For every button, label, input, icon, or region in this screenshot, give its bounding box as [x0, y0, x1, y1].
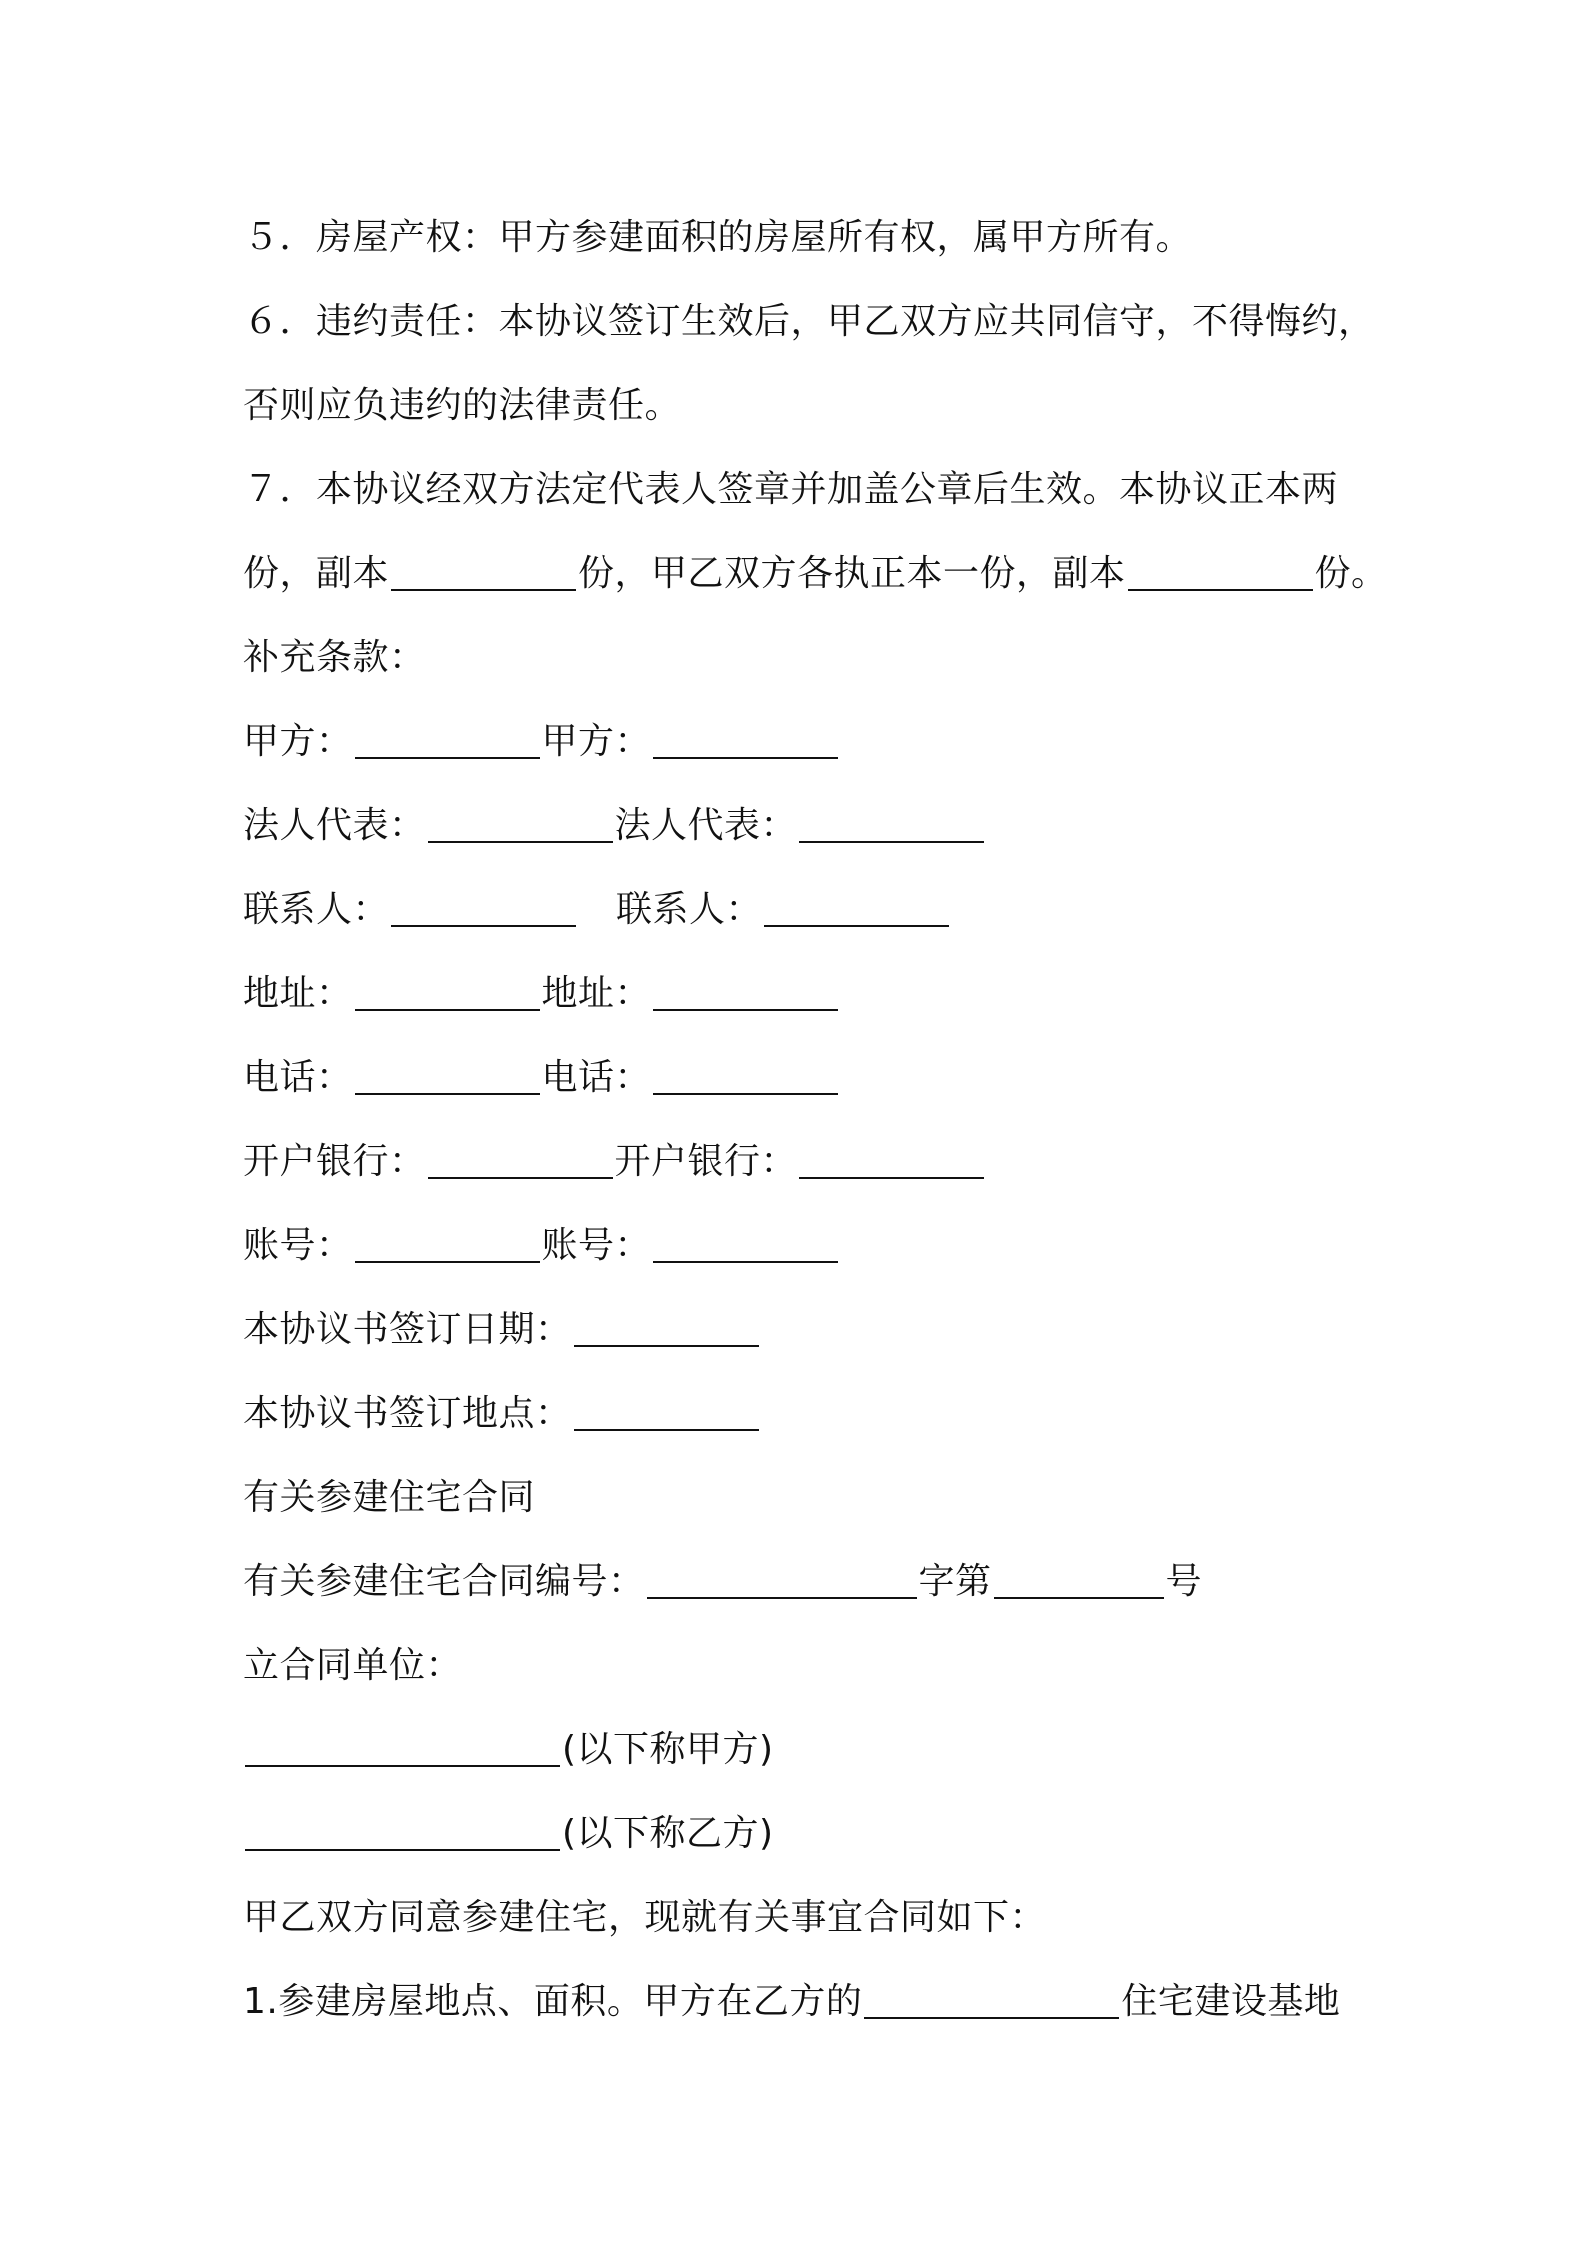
bank-label-2: 开户银行： [614, 1141, 798, 1182]
address-blank-1 [355, 973, 540, 1011]
sign-place-blank [574, 1393, 759, 1431]
copies-blank-2 [1128, 553, 1313, 591]
phone-blank-2 [653, 1057, 838, 1095]
phone-label: 电话： [243, 1057, 353, 1098]
party-b-suffix: (以下称乙方) [562, 1813, 774, 1854]
contract2-item-1 [243, 1960, 1373, 2044]
phone-row [243, 1036, 1373, 1120]
sign-date-row [243, 1288, 1373, 1372]
clause-6-line-2 [243, 364, 1373, 448]
clause-7-text-1: ７．本协议经双方法定代表人签章并加盖公章后生效。本协议正本两 [243, 469, 1339, 510]
contract2-number-label: 有关参建住宅合同编号： [243, 1561, 645, 1602]
contract-number-blank-2 [994, 1561, 1164, 1599]
account-blank-2 [653, 1225, 838, 1263]
phone-label-2: 电话： [541, 1057, 652, 1098]
clause-6-line-1 [243, 280, 1373, 364]
address-label: 地址： [243, 973, 353, 1014]
contract2-title-text: 有关参建住宅合同 [243, 1477, 536, 1518]
contract2-intro-text: 甲乙双方同意参建住宅，现就有关事宜合同如下： [243, 1897, 1047, 1938]
party-b-name-blank [245, 1813, 560, 1851]
account-label: 账号： [243, 1225, 353, 1266]
legal-rep-label: 法人代表： [243, 805, 426, 846]
account-row [243, 1204, 1373, 1288]
clause-7-line-1 [243, 448, 1373, 532]
sign-place-row [243, 1372, 1373, 1456]
clause-5 [243, 196, 1373, 280]
address-blank-2 [653, 973, 838, 1011]
contract2-parties-label [243, 1624, 1373, 1708]
contract2-intro [243, 1876, 1373, 1960]
clause-7-text-2c: 份。 [1314, 553, 1388, 594]
clause-7-text-2a: 份，副本 [243, 553, 390, 594]
party-a-name-blank [245, 1729, 560, 1767]
clause-7-line-2 [243, 532, 1388, 616]
document-body [243, 196, 1388, 2044]
legal-rep-blank-2 [799, 805, 984, 843]
supplement-label [243, 616, 1373, 700]
contract2-party-b-row [243, 1792, 1373, 1876]
contract2-number-end: 号 [1165, 1561, 1203, 1602]
party-a-label-2: 甲方： [541, 721, 652, 762]
legal-rep-row [243, 784, 1373, 868]
contract2-item-1a: 1.参建房屋地点、面积。甲方在乙方的 [243, 1981, 863, 2022]
copies-blank-1 [391, 553, 576, 591]
party-a-suffix: (以下称甲方) [562, 1729, 774, 1770]
contract2-number-row [243, 1540, 1373, 1624]
account-label-2: 账号： [541, 1225, 652, 1266]
contact-label: 联系人： [243, 889, 390, 930]
party-a-label: 甲方： [243, 721, 353, 762]
legal-rep-blank-1 [428, 805, 613, 843]
contract2-number-mid: 字第 [918, 1561, 992, 1602]
bank-row [243, 1120, 1373, 1204]
bank-blank-1 [428, 1141, 613, 1179]
bank-label: 开户银行： [243, 1141, 426, 1182]
clause-7-text-2b: 份，甲乙双方各执正本一份，副本 [578, 553, 1126, 594]
contact-blank-1 [391, 889, 576, 927]
contact-row [243, 868, 1373, 952]
bank-blank-2 [799, 1141, 984, 1179]
phone-blank-1 [355, 1057, 540, 1095]
clause-6-text-2: 否则应负违约的法律责任。 [243, 385, 682, 426]
address-row [243, 952, 1373, 1036]
party-a-blank-1 [355, 721, 540, 759]
party-a-row [243, 700, 1373, 784]
supplement-label-text: 补充条款： [243, 637, 426, 678]
party-a-blank-2 [653, 721, 838, 759]
address-label-2: 地址： [541, 973, 652, 1014]
location-blank [864, 1981, 1119, 2019]
contract-number-blank-1 [647, 1561, 917, 1599]
clause-6-text-1: ６．违约责任：本协议签订生效后，甲乙双方应共同信守，不得悔约， [243, 301, 1375, 342]
contact-blank-2 [764, 889, 949, 927]
contract2-party-a-row [243, 1708, 1373, 1792]
legal-rep-label-2: 法人代表： [614, 805, 798, 846]
contract2-title [243, 1456, 1373, 1540]
account-blank-1 [355, 1225, 540, 1263]
clause-5-text: ５．房屋产权：甲方参建面积的房屋所有权，属甲方所有。 [243, 217, 1193, 258]
contract2-item-1b: 住宅建设基地 [1121, 1981, 1341, 2022]
contract2-parties-label-text: 立合同单位： [243, 1645, 463, 1686]
sign-date-blank [574, 1309, 759, 1347]
contact-label-2: 联系人： [616, 889, 763, 930]
sign-place-label: 本协议书签订地点： [243, 1393, 572, 1434]
sign-date-label: 本协议书签订日期： [243, 1309, 572, 1350]
